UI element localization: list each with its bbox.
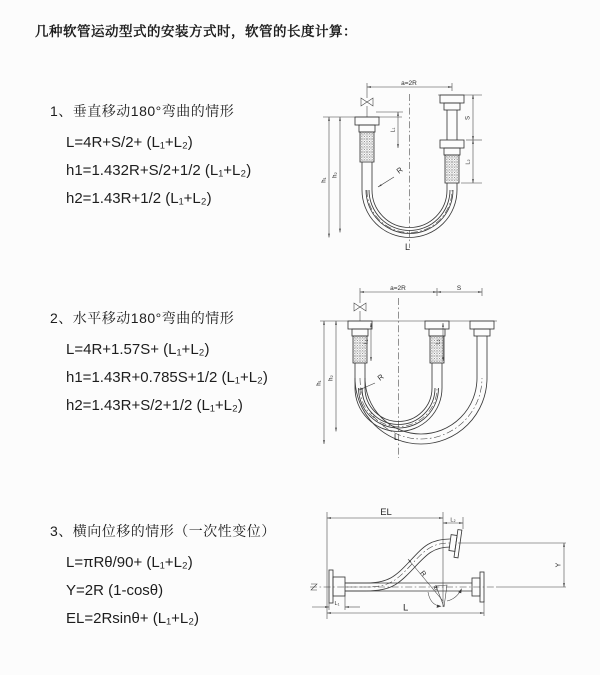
formula-l: L=πRθ/90+ (L₁+L₂)	[66, 554, 193, 571]
radius-label: R	[418, 569, 428, 579]
length-label: L	[405, 242, 411, 252]
formula-h2: h2=1.43R+1/2 (L₁+L₂)	[66, 190, 212, 207]
section-horizontal-movement	[50, 308, 268, 415]
hose-u-bend-displaced	[355, 378, 487, 444]
diagram-lateral-displacement	[300, 497, 600, 645]
dim-label-y: Y	[555, 562, 563, 568]
dim-label-s: S	[456, 285, 462, 292]
length-label: L	[394, 433, 399, 442]
dim-label-el: EL	[380, 507, 392, 518]
dim-label-h1: h₁	[316, 380, 323, 386]
hose-centerline	[345, 543, 450, 587]
valve-icon	[361, 91, 373, 117]
formula-h1: h1=1.432R+S/2+1/2 (L₁+L₂)	[66, 162, 252, 179]
dimension-lines	[311, 512, 566, 619]
diagram-horizontal-180-bend	[312, 283, 600, 463]
braid-hatch	[446, 156, 458, 181]
formula-l: L=4R+1.57S+ (L₁+L₂)	[66, 341, 210, 358]
dim-label-l2: L₂	[450, 517, 456, 524]
radius-label: R	[375, 372, 386, 383]
formula-h2: h2=1.43R+S/2+1/2 (L₁+L₂)	[66, 397, 243, 414]
dim-label-l1: L₁	[363, 339, 370, 345]
dim-label-l1: L₁	[334, 601, 340, 607]
formula-el: EL=2Rsinθ+ (L₁+L₂)	[66, 610, 200, 627]
hose-centerline-displaced	[360, 378, 482, 439]
section-2-heading: 2、水平移动180°弯曲的情形	[50, 310, 235, 326]
page-title: 几种软管运动型式的安装方式时，软管的长度计算：	[35, 24, 357, 39]
valve-icon	[354, 296, 366, 321]
pipe-risers	[348, 321, 494, 388]
dim-label-h1: h₁	[321, 177, 328, 183]
section-vertical-movement	[50, 101, 251, 208]
section-1-heading: 1、垂直移动180°弯曲的情形	[50, 103, 235, 119]
dim-label-l2: L₂	[435, 339, 442, 345]
section-3-heading: 3、横向位移的情形（一次性变位）	[50, 523, 276, 539]
dimension-lines	[320, 288, 497, 444]
dim-label-l: L	[403, 602, 409, 614]
dim-label-a2r: a=2R	[390, 285, 406, 292]
formula-y: Y=2R (1-cosθ)	[66, 582, 164, 599]
radius-label: R	[394, 165, 405, 176]
dim-label-a2r: a=2R	[401, 80, 417, 87]
braid-hatch	[361, 133, 373, 161]
section-lateral-displacement	[50, 521, 276, 628]
dim-label-s: S	[465, 115, 472, 121]
formula-l: L=4R+S/2+ (L₁+L₂)	[66, 134, 193, 151]
dim-label-h2: h₂	[332, 172, 339, 178]
formula-h1: h1=1.43R+0.785S+1/2 (L₁+L₂)	[66, 369, 268, 386]
diagram-vertical-180-bend	[310, 78, 600, 253]
angle-label: θ	[434, 585, 438, 592]
dim-label-l1: L₁	[390, 127, 397, 133]
dim-label-l2: L₂	[465, 159, 472, 165]
dim-label-h2: h₂	[328, 375, 335, 381]
